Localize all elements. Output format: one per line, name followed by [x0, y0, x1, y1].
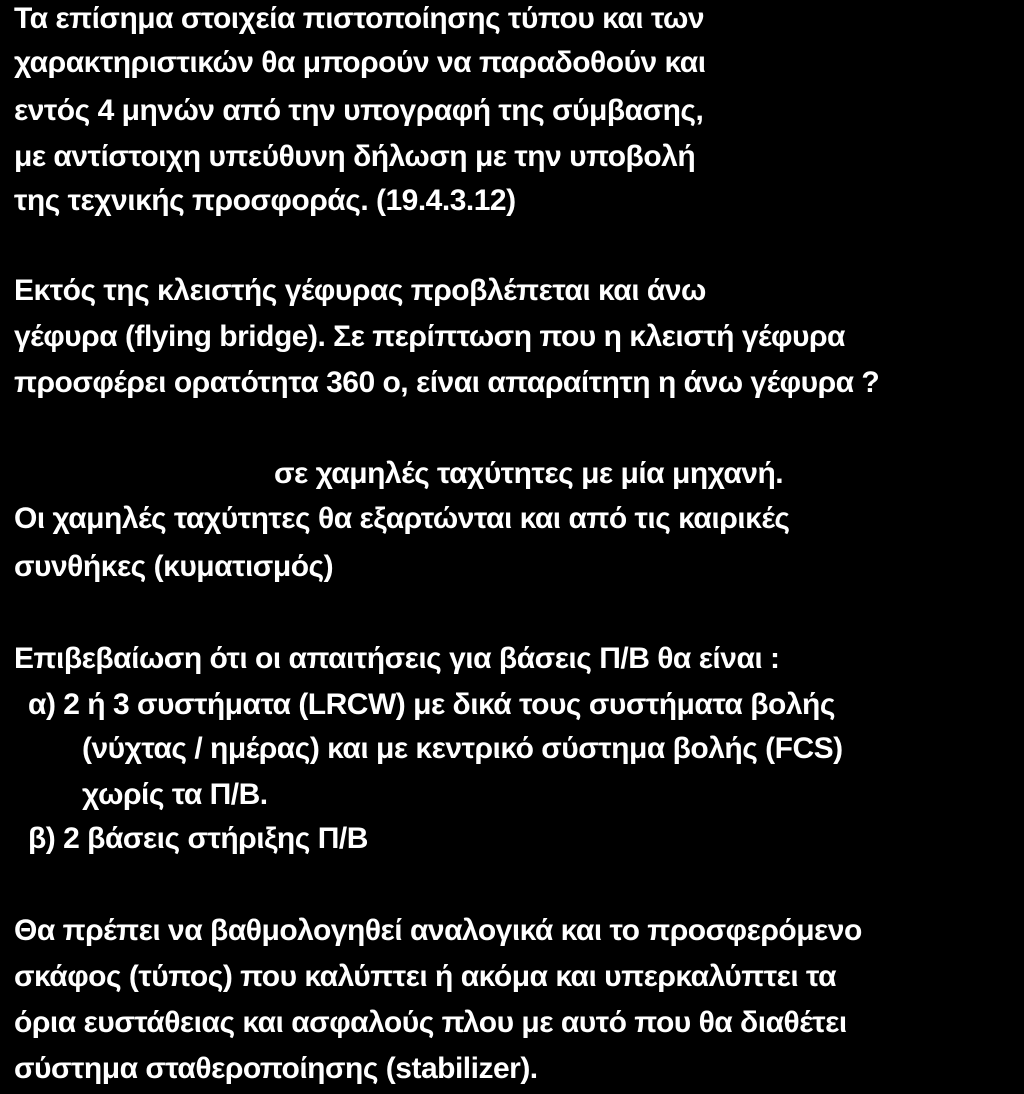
text-line: Επιβεβαίωση ότι οι απαιτήσεις για βάσεις Π/Β θα είναι :	[14, 642, 780, 675]
text-line: (νύχτας / ημέρας) και με κεντρικό σύστημα βολής (FCS)	[82, 732, 843, 765]
text-line: χαρακτηριστικών θα μπορούν να παραδοθούν και	[14, 46, 706, 79]
text-line: Τα επίσημα στοιχεία πιστοποίησης τύπου και των	[14, 2, 705, 35]
text-line: γέφυρα (flying bridge). Σε περίπτωση που η κλειστή γέφυρα	[14, 320, 845, 353]
text-line: με αντίστοιχη υπεύθυνη δήλωση με την υποβολή	[14, 140, 696, 173]
text-line: Οι χαμηλές ταχύτητες θα εξαρτώνται και από τις καιρικές	[14, 502, 790, 535]
text-line: χωρίς τα Π/Β.	[82, 778, 268, 811]
text-line: σκάφος (τύπος) που καλύπτει ή ακόμα και υπερκαλύπτει τα	[14, 960, 837, 993]
text-line: συνθήκες (κυματισμός)	[14, 550, 334, 583]
list-item: α) 2 ή 3 συστήματα (LRCW) με δικά τους συστήματα βολής	[28, 688, 835, 721]
text-line: σύστημα σταθεροποίησης (stabilizer).	[14, 1052, 538, 1085]
list-item: β) 2 βάσεις στήριξης Π/Β	[28, 822, 368, 855]
text-line: σε χαμηλές ταχύτητες με μία μηχανή.	[274, 457, 784, 490]
text-line: όρια ευστάθειας και ασφαλούς πλου με αυτό που θα διαθέτει	[14, 1006, 847, 1039]
text-line: εντός 4 μηνών από την υπογραφή της σύμβασης,	[14, 94, 704, 127]
text-line: Εκτός της κλειστής γέφυρας προβλέπεται και άνω	[14, 274, 706, 307]
text-line: της τεχνικής προσφοράς. (19.4.3.12)	[14, 184, 516, 217]
text-line: Θα πρέπει να βαθμολογηθεί αναλογικά και το προσφερόμενο	[14, 914, 862, 947]
text-line: προσφέρει ορατότητα 360 ο, είναι απαραίτητη η άνω γέφυρα ?	[14, 366, 880, 399]
